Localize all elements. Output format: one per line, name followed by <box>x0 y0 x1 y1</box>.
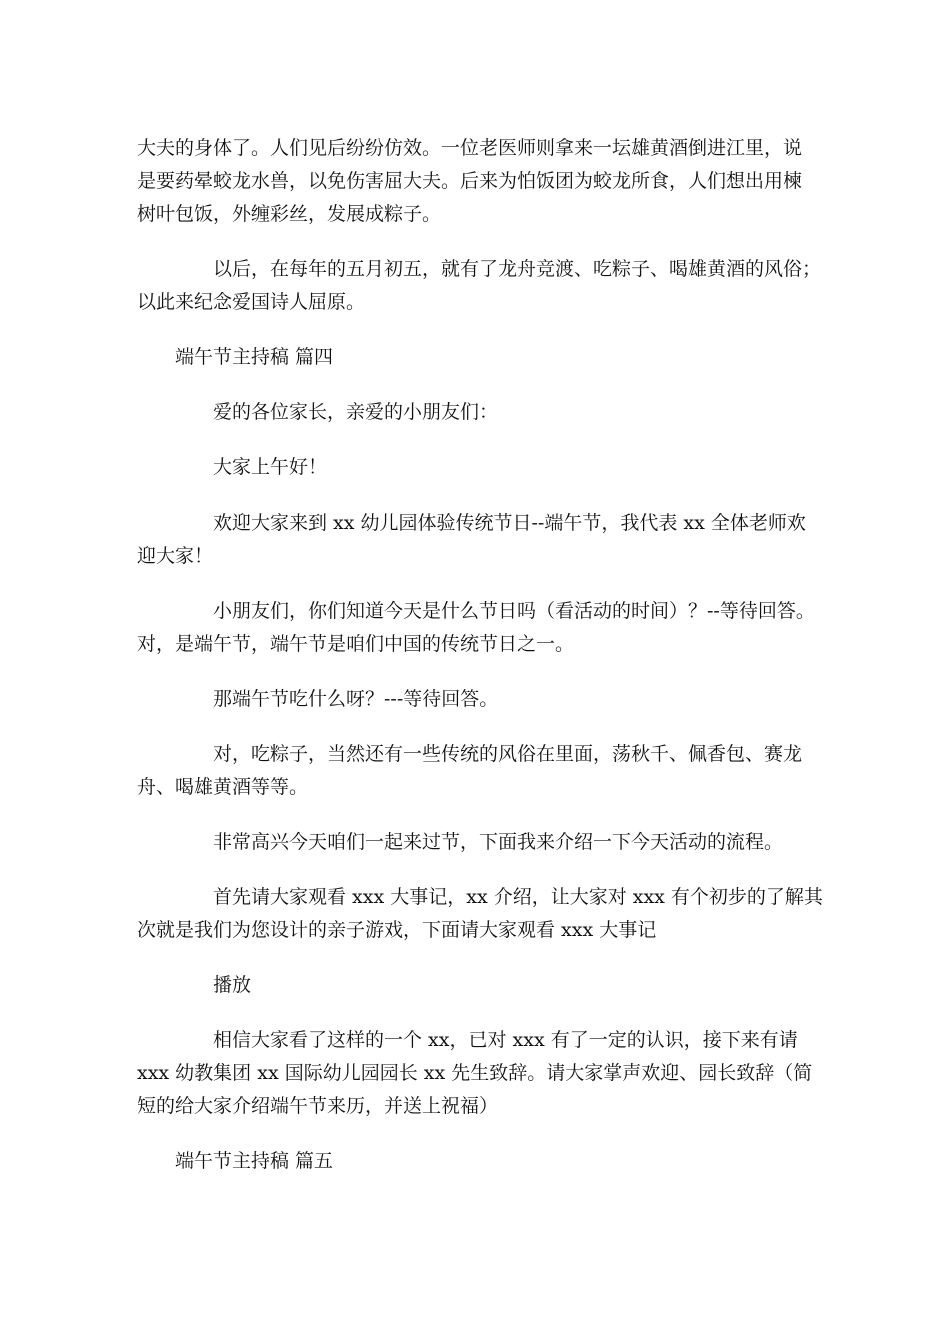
text-line: 次就是我们为您设计的亲子游戏，下面请大家观看 xxx 大事记 <box>137 919 657 941</box>
text-line: 以后，在每年的五月初五，就有了龙舟竞渡、吃粽子、喝雄黄酒的风俗； <box>213 258 822 280</box>
text-line: 相信大家看了这样的一个 xx，已对 xxx 有了一定的认识，接下来有请 <box>213 1029 798 1051</box>
text-line: 树叶包饭，外缠彩丝，发展成粽子。 <box>137 203 442 225</box>
text-line: 播放 <box>213 974 252 996</box>
text-line: 欢迎大家来到 xx 幼儿园体验传统节日--端午节，我代表 xx 全体老师欢 <box>213 512 806 534</box>
text-line: 小朋友们，你们知道今天是什么节日吗（看活动的时间）？--等待回答。 <box>213 600 815 622</box>
text-line: 以此来纪念爱国诗人屈原。 <box>137 291 366 313</box>
text-line: 对，是端午节，端午节是咱们中国的传统节日之一。 <box>137 633 575 655</box>
text-line: 舟、喝雄黄酒等等。 <box>137 776 309 798</box>
text-line: 迎大家！ <box>137 545 214 567</box>
text-line: 非常高兴今天咱们一起来过节，下面我来介绍一下今天活动的流程。 <box>213 831 784 853</box>
section-heading: 端午节主持稿 篇五 <box>175 1150 334 1172</box>
text-line: 那端午节吃什么呀？---等待回答。 <box>213 688 499 710</box>
text-line: 首先请大家观看 xxx 大事记，xx 介绍，让大家对 xxx 有个初步的了解其 <box>213 886 823 908</box>
text-line: 是要药晕蛟龙水兽，以免伤害屈大夫。后来为怕饭团为蛟龙所食，人们想出用楝 <box>137 170 803 192</box>
section-heading: 端午节主持稿 篇四 <box>175 346 334 368</box>
text-line: 大夫的身体了。人们见后纷纷仿效。一位老医师则拿来一坛雄黄酒倒进江里，说 <box>137 137 803 159</box>
text-line: 爱的各位家长，亲爱的小朋友们： <box>213 401 499 423</box>
text-line: 大家上午好！ <box>213 456 328 478</box>
text-line: 对，吃粽子，当然还有一些传统的风俗在里面，荡秋千、佩香包、赛龙 <box>213 743 803 765</box>
text-line: 短的给大家介绍端午节来历，并送上祝福） <box>137 1095 499 1117</box>
text-line: xxx 幼教集团 xx 国际幼儿园园长 xx 先生致辞。请大家掌声欢迎、园长致辞（简 <box>137 1062 813 1084</box>
